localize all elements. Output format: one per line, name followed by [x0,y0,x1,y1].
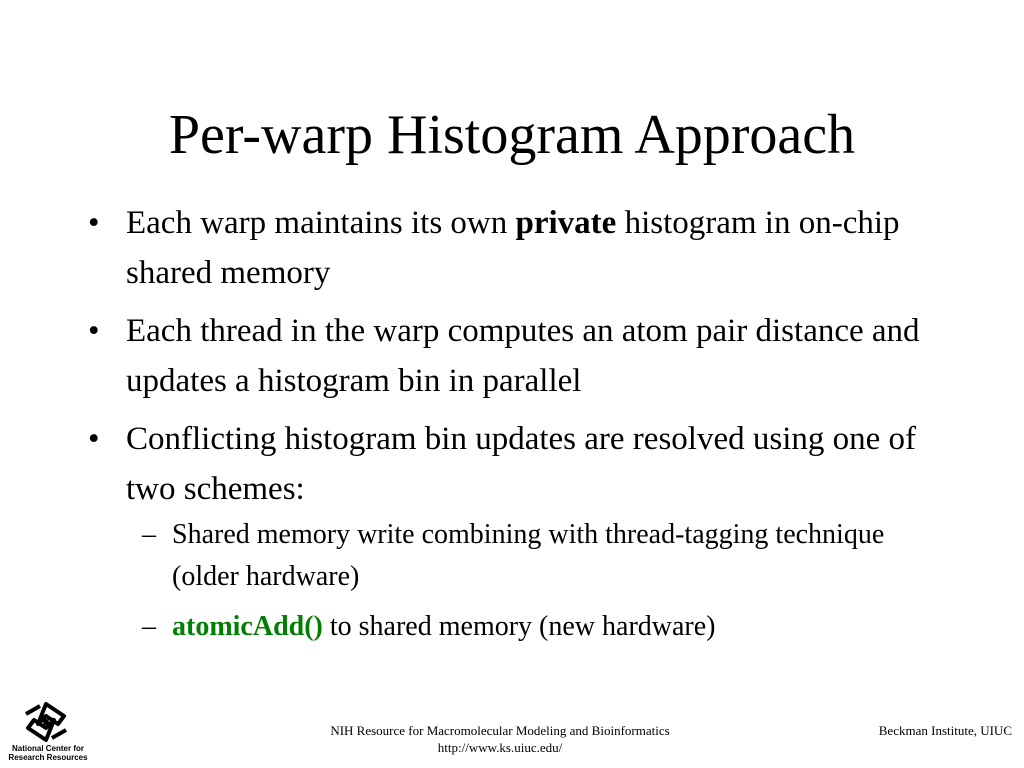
bullet-text: Conflicting histogram bin updates are resolved using one of two schemes: [126,421,917,507]
bullet-marker: • [88,205,100,241]
bullet-item [88,306,956,406]
logo-caption-line: National Center for [11,744,84,753]
ncrr-logo-icon [20,700,72,744]
sub-bullet-marker: – [142,519,156,550]
sub-bullet-marker: – [142,611,156,642]
footer-resource-name: NIH Resource for Macromolecular Modeling and Bioinformatics [330,723,670,738]
bullet-item [88,198,956,298]
sub-bullet-item [142,514,932,598]
sub-bullet-text: to shared memory (new hardware) [322,611,716,642]
sub-bullet-item [142,606,932,648]
logo-caption [8,744,88,762]
slide-title: Per-warp Histogram Approach [168,104,856,166]
bullet-marker: • [88,421,100,457]
footer-institution: Beckman Institute, UIUC [878,723,1012,738]
footer-url: http://www.ks.uiuc.edu/ [437,740,563,755]
ncrr-logo [8,700,88,764]
bullet-item [88,414,956,514]
bullet-text: Each thread in the warp computes an atom pair distance and updates a histogram bin in parallel [126,313,920,399]
code-term: atomicAdd() [172,611,323,642]
bullet-emphasis: private [515,205,617,241]
footer-center [250,722,750,756]
logo-caption-line: Research Resources [8,753,88,762]
bullet-text: histogram in on-chip shared memory [126,205,900,291]
bullet-marker: • [88,313,100,349]
bullet-text: Each warp maintains its own [126,205,516,241]
sub-bullet-text: Shared memory write combining with thread-tagging technique (older hardware) [172,519,885,592]
